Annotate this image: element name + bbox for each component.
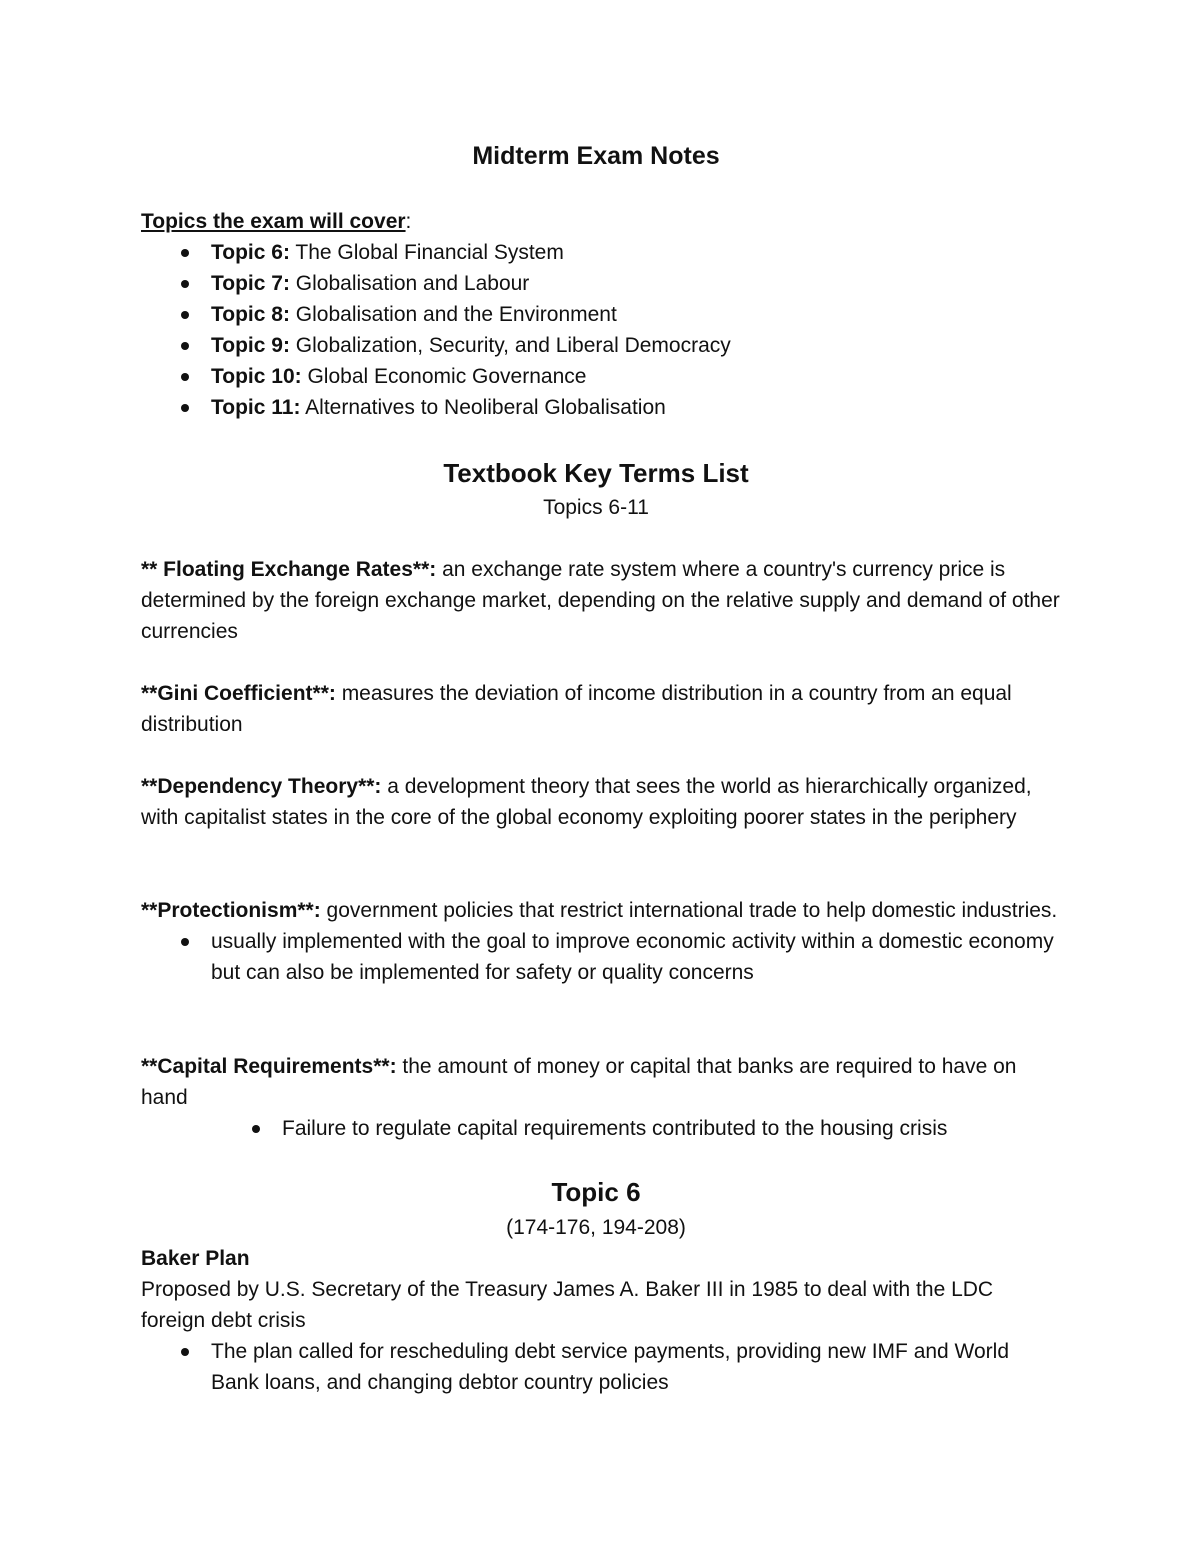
topic-text: Alternatives to Neoliberal Globalisation [300,396,666,419]
list-item [141,1336,1061,1398]
topic6-entry [141,1243,1061,1398]
entry-text: Proposed by U.S. Secretary of the Treasury James A. Baker III in 1985 to deal with the LDC foreign debt crisis [141,1278,994,1332]
topic-text: Globalisation and the Environment [289,303,617,326]
bullet-icon [181,311,189,319]
bullet-icon [181,1348,189,1356]
list-item [141,299,1061,330]
term-label: **Capital Requirements**: [141,1055,397,1078]
bullet-icon [181,342,189,350]
term-label: ** Floating Exchange Rates**: [141,558,437,581]
list-item [141,361,1061,392]
term-protectionism [141,895,1061,988]
topic-text: Globalization, Security, and Liberal Democracy [289,334,731,357]
term-note: usually implemented with the goal to improve economic activity within a domestic economy but can also be implemented for safety or quality concerns [211,930,1054,984]
bullet-icon [181,404,189,412]
topics-heading: Topics the exam will cover [141,210,406,233]
topic-text: The Global Financial System [289,241,564,264]
bullet-icon [181,938,189,946]
bullet-icon [181,373,189,381]
topic6-heading: Topic 6 [551,1177,641,1207]
term-dependency-theory [141,771,1061,833]
term-definition: measures the deviation of income distribution in a country from an equal distribution [141,682,1012,736]
entry-title: Baker Plan [141,1247,250,1270]
bullet-icon [181,249,189,257]
entry-note: The plan called for rescheduling debt service payments, providing new IMF and World Bank loans, and changing debtor country policies [211,1340,1010,1394]
topic-label: Topic 11: [211,396,301,419]
topic6-pages: (174-176, 194-208) [506,1216,686,1239]
topic-label: Topic 9: [211,334,290,357]
topic-text: Globalisation and Labour [289,272,530,295]
term-definition: an exchange rate system where a country's currency price is determined by the foreign exchange market, depending on the relative supply and demand of other currencies [141,558,1060,643]
term-definition: government policies that restrict international trade to help domestic industries. [320,899,1058,922]
topics-list [141,237,1061,423]
list-item [141,1113,1061,1144]
list-item [141,237,1061,268]
term-floating-exchange-rates [141,554,1061,647]
topic-label: Topic 8: [211,303,290,326]
list-item [141,330,1061,361]
term-definition: a development theory that sees the world as hierarchically organized, with capitalist states in the core of the global economy exploiting poorer states in the periphery [141,775,1032,829]
topic-label: Topic 10: [211,365,302,388]
term-notes-list [141,1113,1061,1144]
list-item [141,392,1061,423]
key-terms-subheading: Topics 6-11 [543,496,649,519]
term-note: Failure to regulate capital requirements contributed to the housing crisis [282,1117,948,1140]
term-label: **Dependency Theory**: [141,775,382,798]
topic-text: Global Economic Governance [301,365,587,388]
key-terms-heading: Textbook Key Terms List [443,458,749,488]
term-label: **Gini Coefficient**: [141,682,336,705]
list-item [141,926,1061,988]
entry-notes-list [141,1336,1061,1398]
topic-label: Topic 7: [211,272,290,295]
bullet-icon [181,280,189,288]
term-definition: the amount of money or capital that banks are required to have on hand [141,1055,1017,1109]
term-capital-requirements [141,1051,1061,1144]
bullet-icon [252,1125,260,1133]
term-gini-coefficient [141,678,1061,740]
topic-label: Topic 6: [211,241,290,264]
topics-section [141,206,1061,423]
term-notes-list [141,926,1061,988]
page-title: Midterm Exam Notes [472,142,720,170]
topics-heading-colon: : [405,210,412,233]
term-label: **Protectionism**: [141,899,321,922]
list-item [141,268,1061,299]
